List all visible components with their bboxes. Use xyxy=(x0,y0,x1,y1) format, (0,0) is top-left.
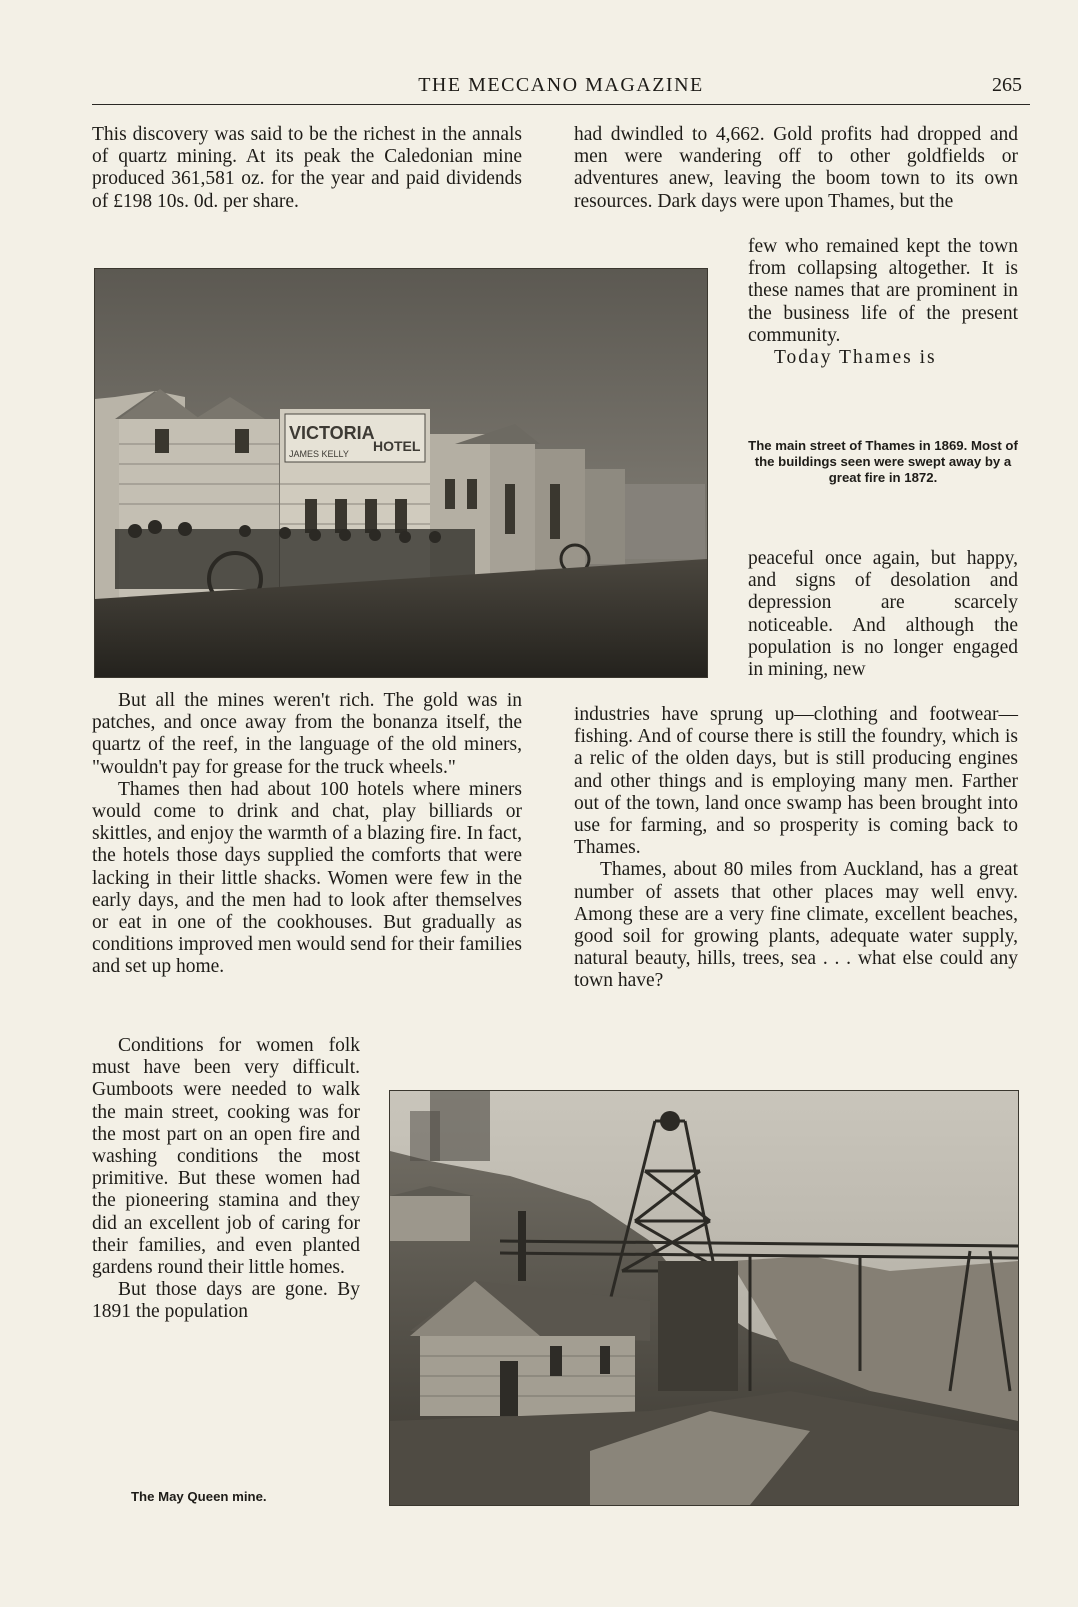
assets-paragraph: Thames, about 80 miles from Auckland, has a great number of assets that other places may well envy. Among these are a very fine climate, excellent beaches, good soil for growing plants, adequate water supply, natural beauty, hills, trees, sea . . . what else could any town have? xyxy=(574,859,1018,992)
col1-intro xyxy=(92,124,522,213)
col2-right-narrow xyxy=(748,236,1018,369)
col2-right-narrow-2 xyxy=(748,548,1018,681)
street-photo xyxy=(94,268,708,678)
mines-paragraph: But all the mines weren't rich. The gold was in patches, and once away from the bonanza itself, the quartz of the reef, in the language of the old miners, "wouldn't pay for grease for the truck wheels." xyxy=(92,690,522,778)
page-header xyxy=(92,74,1030,105)
col1-bottom xyxy=(92,1035,360,1324)
magazine-title: THE MECCANO MAGAZINE xyxy=(418,74,704,96)
intro-paragraph: This discovery was said to be the richest in the annals of quartz mining. At its peak the Caledonian mine produced 361,581 oz. for the year and paid dividends of £198 10s. 0d. per share. xyxy=(92,124,522,212)
remained-paragraph: few who remained kept the town from collapsing altogether. It is these names that are prominent in the business life of the present community. xyxy=(748,236,1018,346)
sign-hotel: HOTEL xyxy=(373,438,421,454)
industries-paragraph: industries have sprung up—clothing and footwear—fishing. And of course there is still the foundry, which is a relic of the olden days, but is still producing engines and other things and is employing many men. Farther out of the town, land once swamp has been brought into use for farming, and so prosperity is coming back to Thames. xyxy=(574,704,1018,859)
page-number: 265 xyxy=(992,74,1022,96)
sign-kelly: JAMES KELLY xyxy=(289,449,349,459)
mine-photo xyxy=(389,1090,1019,1506)
mine-photo-caption: The May Queen mine. xyxy=(131,1489,267,1504)
peaceful-paragraph: peaceful once again, but happy, and signs of desolation and depression are scarcely noticeable. And although the population is no longer engaged in mining, new xyxy=(748,548,1018,681)
today-paragraph: Today Thames is xyxy=(774,347,937,369)
gone-paragraph: But those days are gone. By 1891 the population xyxy=(92,1279,360,1323)
sign-victoria: VICTORIA xyxy=(289,423,375,443)
dwindled-paragraph: had dwindled to 4,662. Gold profits had dropped and men were wandering off to other goldfields or adventures anew, leaving the boom town to its own resources. Dark days were upon Thames, but the xyxy=(574,124,1018,212)
street-photo-caption: The main street of Thames in 1869. Most of the buildings seen were swept away by a great fire in 1872. xyxy=(748,438,1018,485)
hotels-paragraph: Thames then had about 100 hotels where miners would come to drink and chat, play billiards or skittles, and enjoy the warmth of a blazing fire. In fact, the hotels those days supplied the comforts that were lacking in their little shacks. Women were few in the early days, and the men had to look after themselves or eat in one of the cookhouses. But gradually as conditions improved men would send for their families and set up home. xyxy=(92,778,522,978)
conditions-paragraph: Conditions for women folk must have been very difficult. Gumboots were needed to walk the main street, cooking was for the most part on an open fire and washing conditions the most primitive. But these women had the pioneering stamina and they did an excellent job of caring for their families, and even planted gardens round their little homes. xyxy=(92,1035,360,1279)
col1-body xyxy=(92,690,522,979)
col2-body xyxy=(574,704,1018,993)
col2-top xyxy=(574,124,1018,213)
